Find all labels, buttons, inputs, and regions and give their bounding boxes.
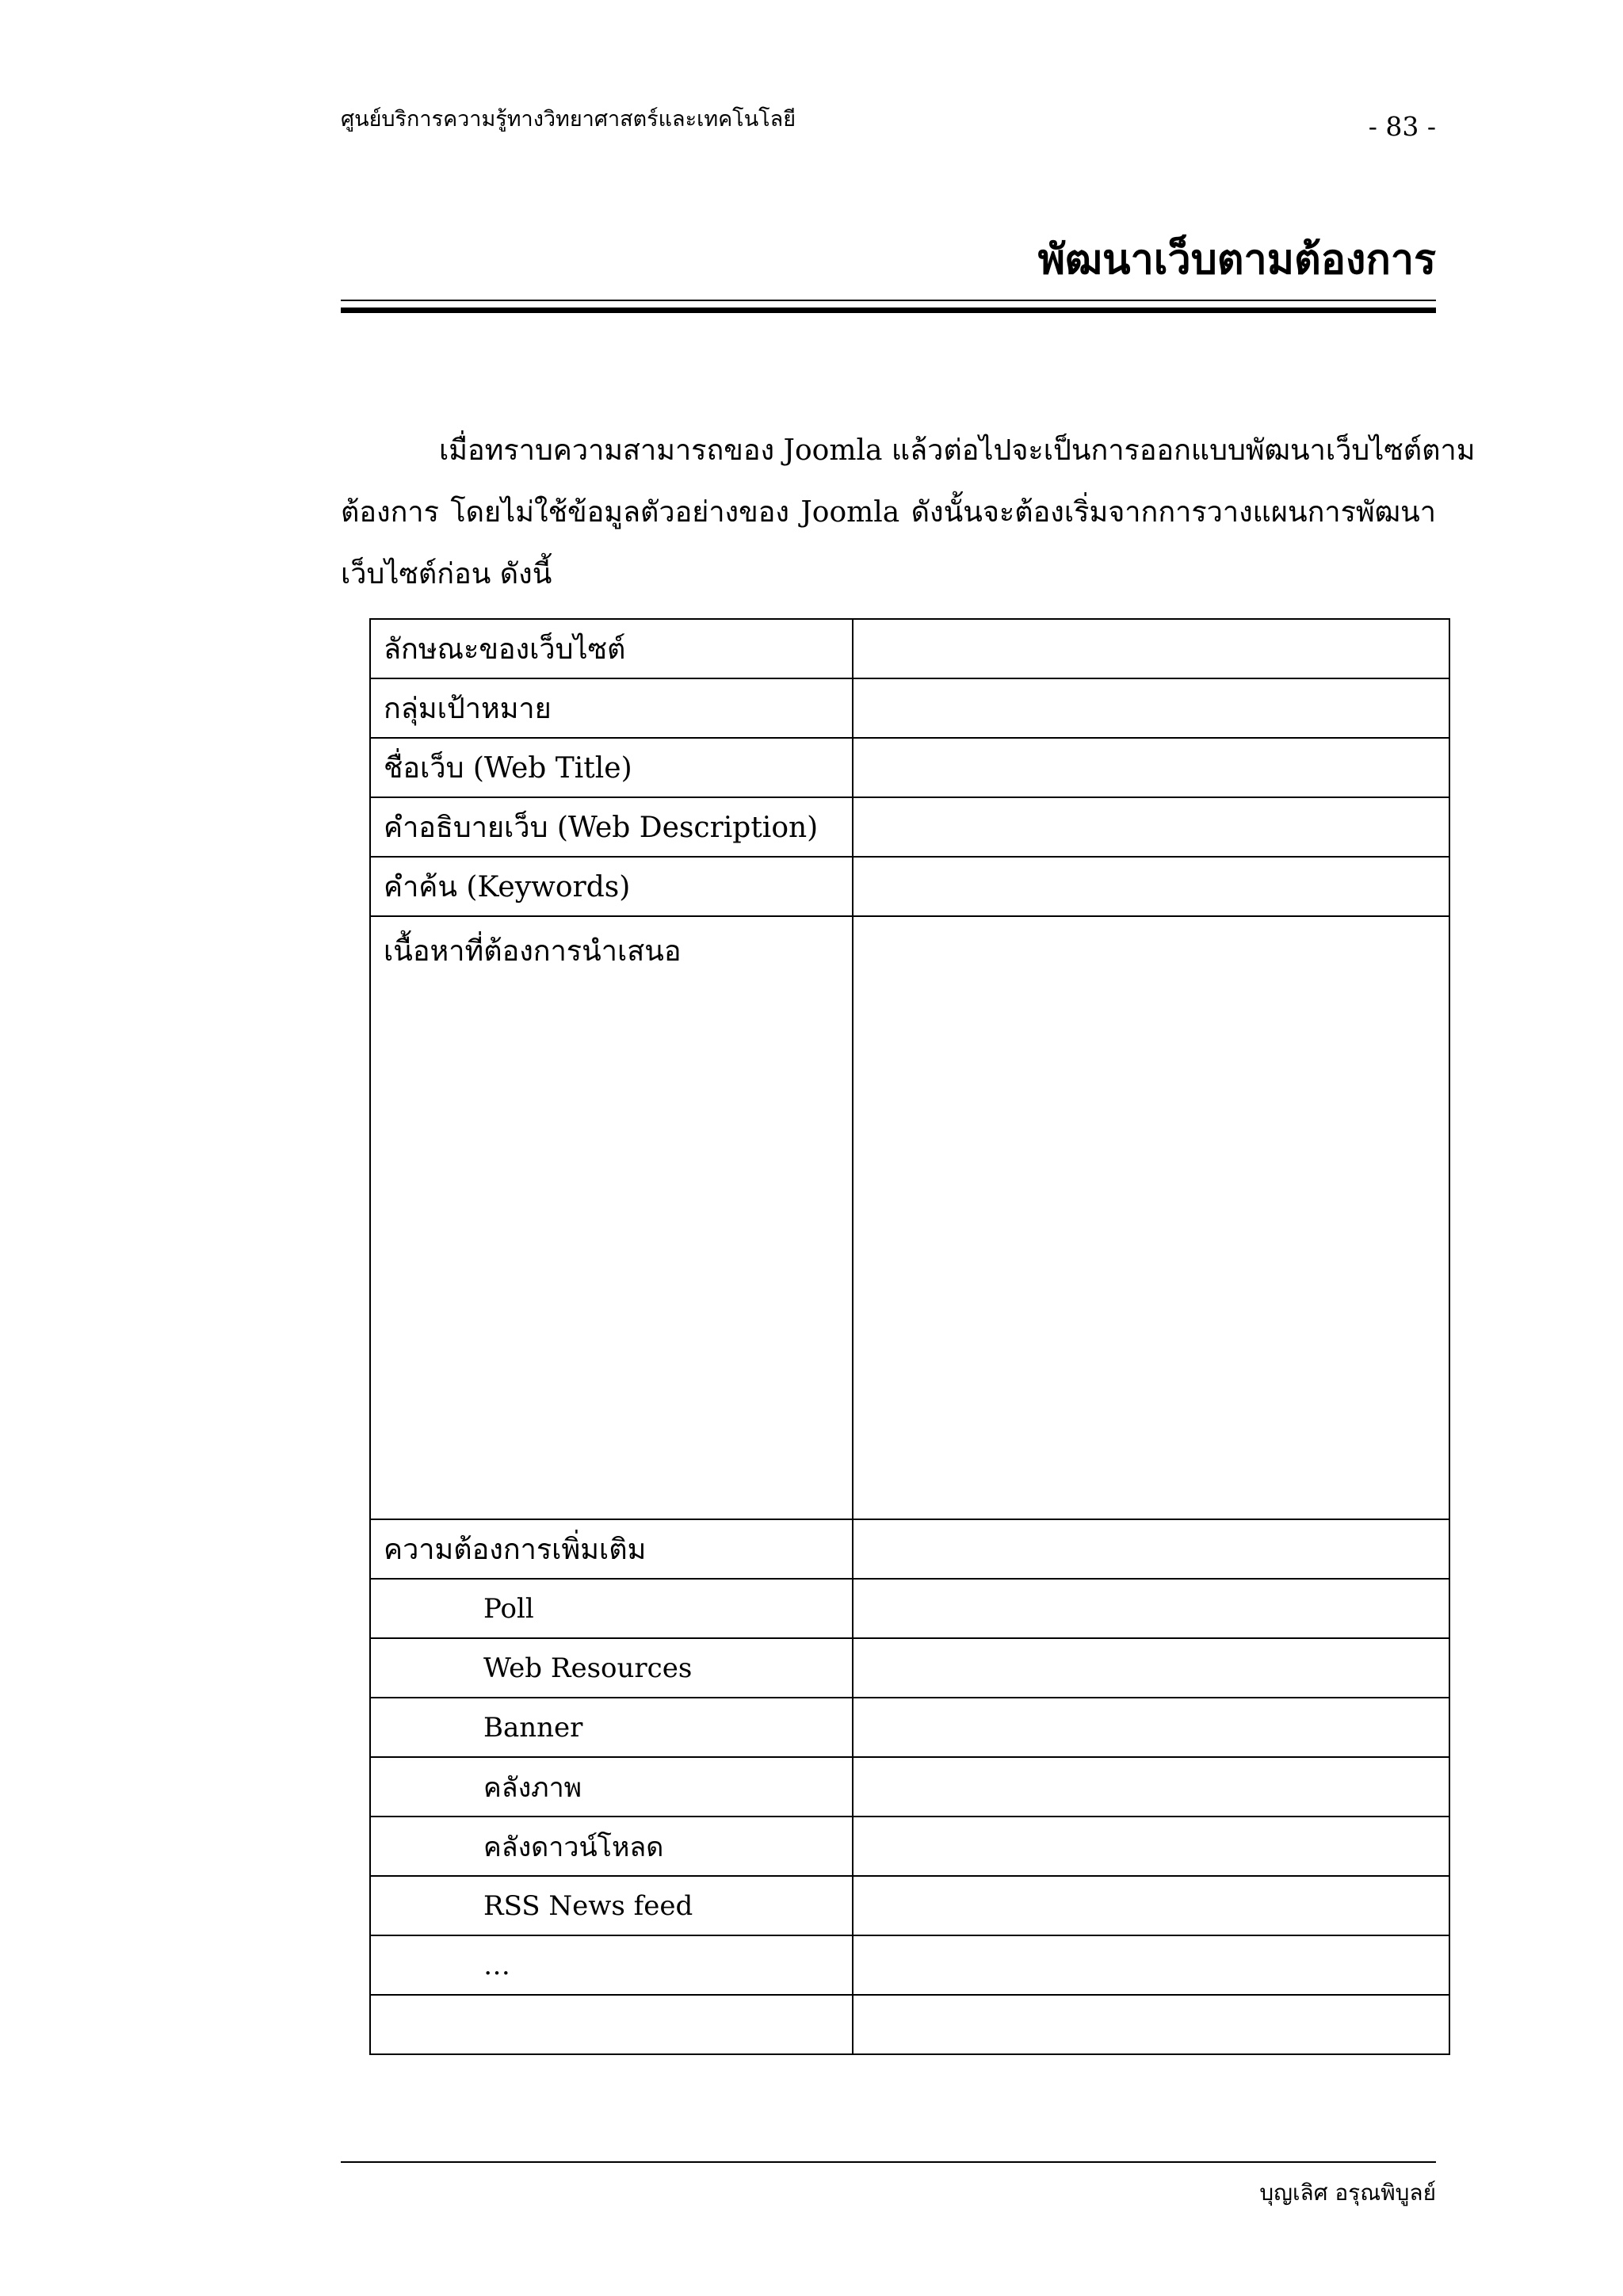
footer-rule <box>341 2161 1436 2163</box>
sub-row-label: RSS News feed <box>370 1876 853 1935</box>
sub-row-value <box>853 1995 1449 2054</box>
sub-row-value <box>853 1579 1449 1638</box>
table-row <box>370 797 1449 857</box>
sub-row-label: … <box>370 1935 853 1995</box>
table-row <box>370 738 1449 797</box>
table-sub-row <box>370 1995 1449 2054</box>
table-sub-row <box>370 1817 1449 1876</box>
intro-line-2 <box>341 482 1436 544</box>
table-sub-row <box>370 1935 1449 1995</box>
row-value <box>853 1519 1449 1579</box>
row-label: คำค้น (Keywords) <box>370 857 853 916</box>
intro-line-1-text: เมื่อทราบความสามารถของ Joomla แล้วต่อไปจะเป็นการออกแบบพัฒนาเว็บไซต์ตาม <box>439 434 1476 467</box>
sub-row-value <box>853 1698 1449 1757</box>
footer-author: บุญเลิศ อรุณพิบูลย์ <box>1259 2179 1436 2206</box>
sub-row-label <box>370 1995 853 2054</box>
row-label: คำอธิบายเว็บ (Web Description) <box>370 797 853 857</box>
sub-row-value <box>853 1817 1449 1876</box>
table-sub-row <box>370 1698 1449 1757</box>
row-value <box>853 619 1449 678</box>
row-value <box>853 738 1449 797</box>
page-number: - 83 - <box>1368 111 1436 142</box>
sub-row-label: คลังภาพ <box>370 1757 853 1817</box>
website-plan-table <box>369 618 1450 2055</box>
intro-paragraph <box>341 420 1476 606</box>
sub-row-label: คลังดาวน์โหลด <box>370 1817 853 1876</box>
table-sub-row <box>370 1757 1449 1817</box>
row-label: ลักษณะของเว็บไซต์ <box>370 619 853 678</box>
sub-row-value <box>853 1876 1449 1935</box>
intro-word: โดยไม่ใช้ข้อมูลตัวอย่างของ <box>450 496 789 529</box>
intro-word: ดังนั้นจะต้องเริ่มจากการวางแผนการพัฒนา <box>911 496 1436 529</box>
table-row <box>370 619 1449 678</box>
sub-row-value <box>853 1757 1449 1817</box>
sub-row-label: Poll <box>370 1579 853 1638</box>
sub-row-value <box>853 1638 1449 1698</box>
title-rule-thin <box>341 300 1436 301</box>
intro-line-3: เว็บไซต์ก่อน ดังนี้ <box>341 558 552 590</box>
table-row-content <box>370 916 1449 1519</box>
intro-word: Joomla <box>800 496 900 529</box>
row-value <box>853 797 1449 857</box>
table-sub-row <box>370 1876 1449 1935</box>
sub-row-label: Banner <box>370 1698 853 1757</box>
row-value <box>853 857 1449 916</box>
title-rule-thick <box>341 308 1436 313</box>
table-sub-row <box>370 1579 1449 1638</box>
row-value <box>853 678 1449 738</box>
row-label: ความต้องการเพิ่มเติม <box>370 1519 853 1579</box>
table-row <box>370 857 1449 916</box>
header-org-name: ศูนย์บริการความรู้ทางวิทยาศาสตร์และเทคโนโลยี <box>341 107 796 132</box>
sub-row-label: Web Resources <box>370 1638 853 1698</box>
row-value <box>853 916 1449 1519</box>
row-label: เนื้อหาที่ต้องการนำเสนอ <box>370 916 853 1519</box>
row-label: ชื่อเว็บ (Web Title) <box>370 738 853 797</box>
page-title: พัฒนาเว็บตามต้องการ <box>1037 235 1436 284</box>
table-row <box>370 1519 1449 1579</box>
row-label: กลุ่มเป้าหมาย <box>370 678 853 738</box>
table-row <box>370 678 1449 738</box>
intro-line-1 <box>341 420 1476 482</box>
sub-row-value <box>853 1935 1449 1995</box>
intro-word: ต้องการ <box>341 496 439 529</box>
table-sub-row <box>370 1638 1449 1698</box>
